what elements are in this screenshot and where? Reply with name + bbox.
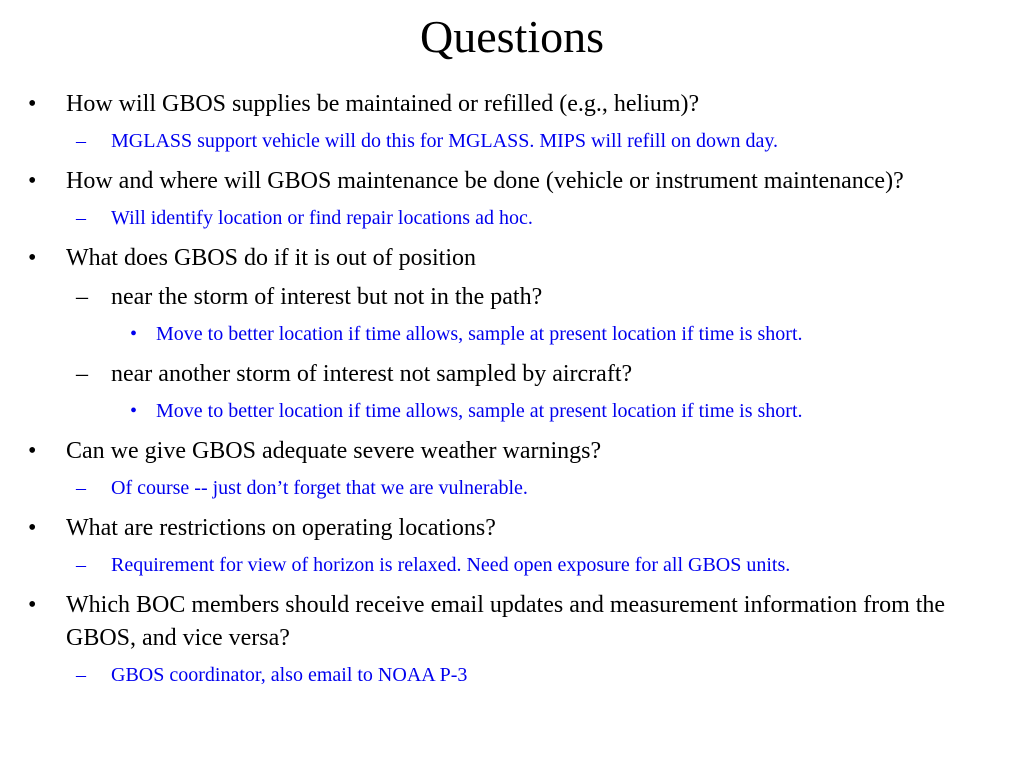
answer-text: Of course -- just don’t forget that we are vulnerable.: [111, 477, 528, 499]
question-item: [0, 589, 1024, 655]
sub-question-text: near the storm of interest but not in the path?: [111, 284, 543, 310]
sub-question-text: near another storm of interest not sampled by aircraft?: [111, 361, 633, 387]
question-text: Which BOC members should receive email updates and measurement information from the GBOS, and vice versa?: [66, 592, 946, 651]
dash-marker: –: [76, 284, 88, 310]
question-item: [0, 512, 1024, 545]
sub-question-item: [0, 281, 1024, 314]
dash-marker: –: [76, 361, 88, 387]
answer-item: [0, 127, 1024, 156]
answer-item: [0, 320, 1024, 349]
question-text: What does GBOS do if it is out of position: [66, 245, 476, 271]
bullet-marker: •: [28, 515, 37, 541]
answer-item: [0, 474, 1024, 503]
question-item: [0, 165, 1024, 198]
answer-text: GBOS coordinator, also email to NOAA P-3: [111, 664, 468, 686]
dash-marker: –: [76, 554, 86, 576]
answer-text: Move to better location if time allows, sample at present location if time is short.: [156, 400, 803, 422]
dash-marker: –: [76, 664, 86, 686]
answer-text: MGLASS support vehicle will do this for MGLASS. MIPS will refill on down day.: [111, 130, 779, 152]
answer-item: [0, 397, 1024, 426]
answer-text: Will identify location or find repair locations ad hoc.: [111, 207, 533, 229]
question-text: How and where will GBOS maintenance be done (vehicle or instrument maintenance)?: [66, 168, 904, 194]
answer-text: Requirement for view of horizon is relaxed. Need open exposure for all GBOS units.: [111, 554, 791, 576]
bullet-marker: •: [28, 168, 37, 194]
question-item: [0, 435, 1024, 468]
dash-marker: –: [76, 477, 86, 499]
bullet-marker: •: [130, 400, 138, 422]
answer-item: [0, 661, 1024, 690]
question-text: How will GBOS supplies be maintained or refilled (e.g., helium)?: [66, 91, 700, 117]
slide-title: Questions: [420, 11, 604, 62]
bullet-marker: •: [28, 592, 37, 618]
dash-marker: –: [76, 130, 86, 152]
dash-marker: –: [76, 207, 86, 229]
question-item: [0, 242, 1024, 275]
question-text: Can we give GBOS adequate severe weather warnings?: [66, 438, 602, 464]
question-text: What are restrictions on operating locations?: [66, 515, 496, 541]
sub-question-item: [0, 358, 1024, 391]
slide-content: [0, 88, 1024, 699]
bullet-marker: •: [28, 91, 37, 117]
bullet-marker: •: [28, 438, 37, 464]
question-item: [0, 88, 1024, 121]
answer-item: [0, 204, 1024, 233]
bullet-marker: •: [130, 323, 138, 345]
answer-item: [0, 551, 1024, 580]
bullet-marker: •: [28, 245, 37, 271]
answer-text: Move to better location if time allows, sample at present location if time is short.: [156, 323, 803, 345]
